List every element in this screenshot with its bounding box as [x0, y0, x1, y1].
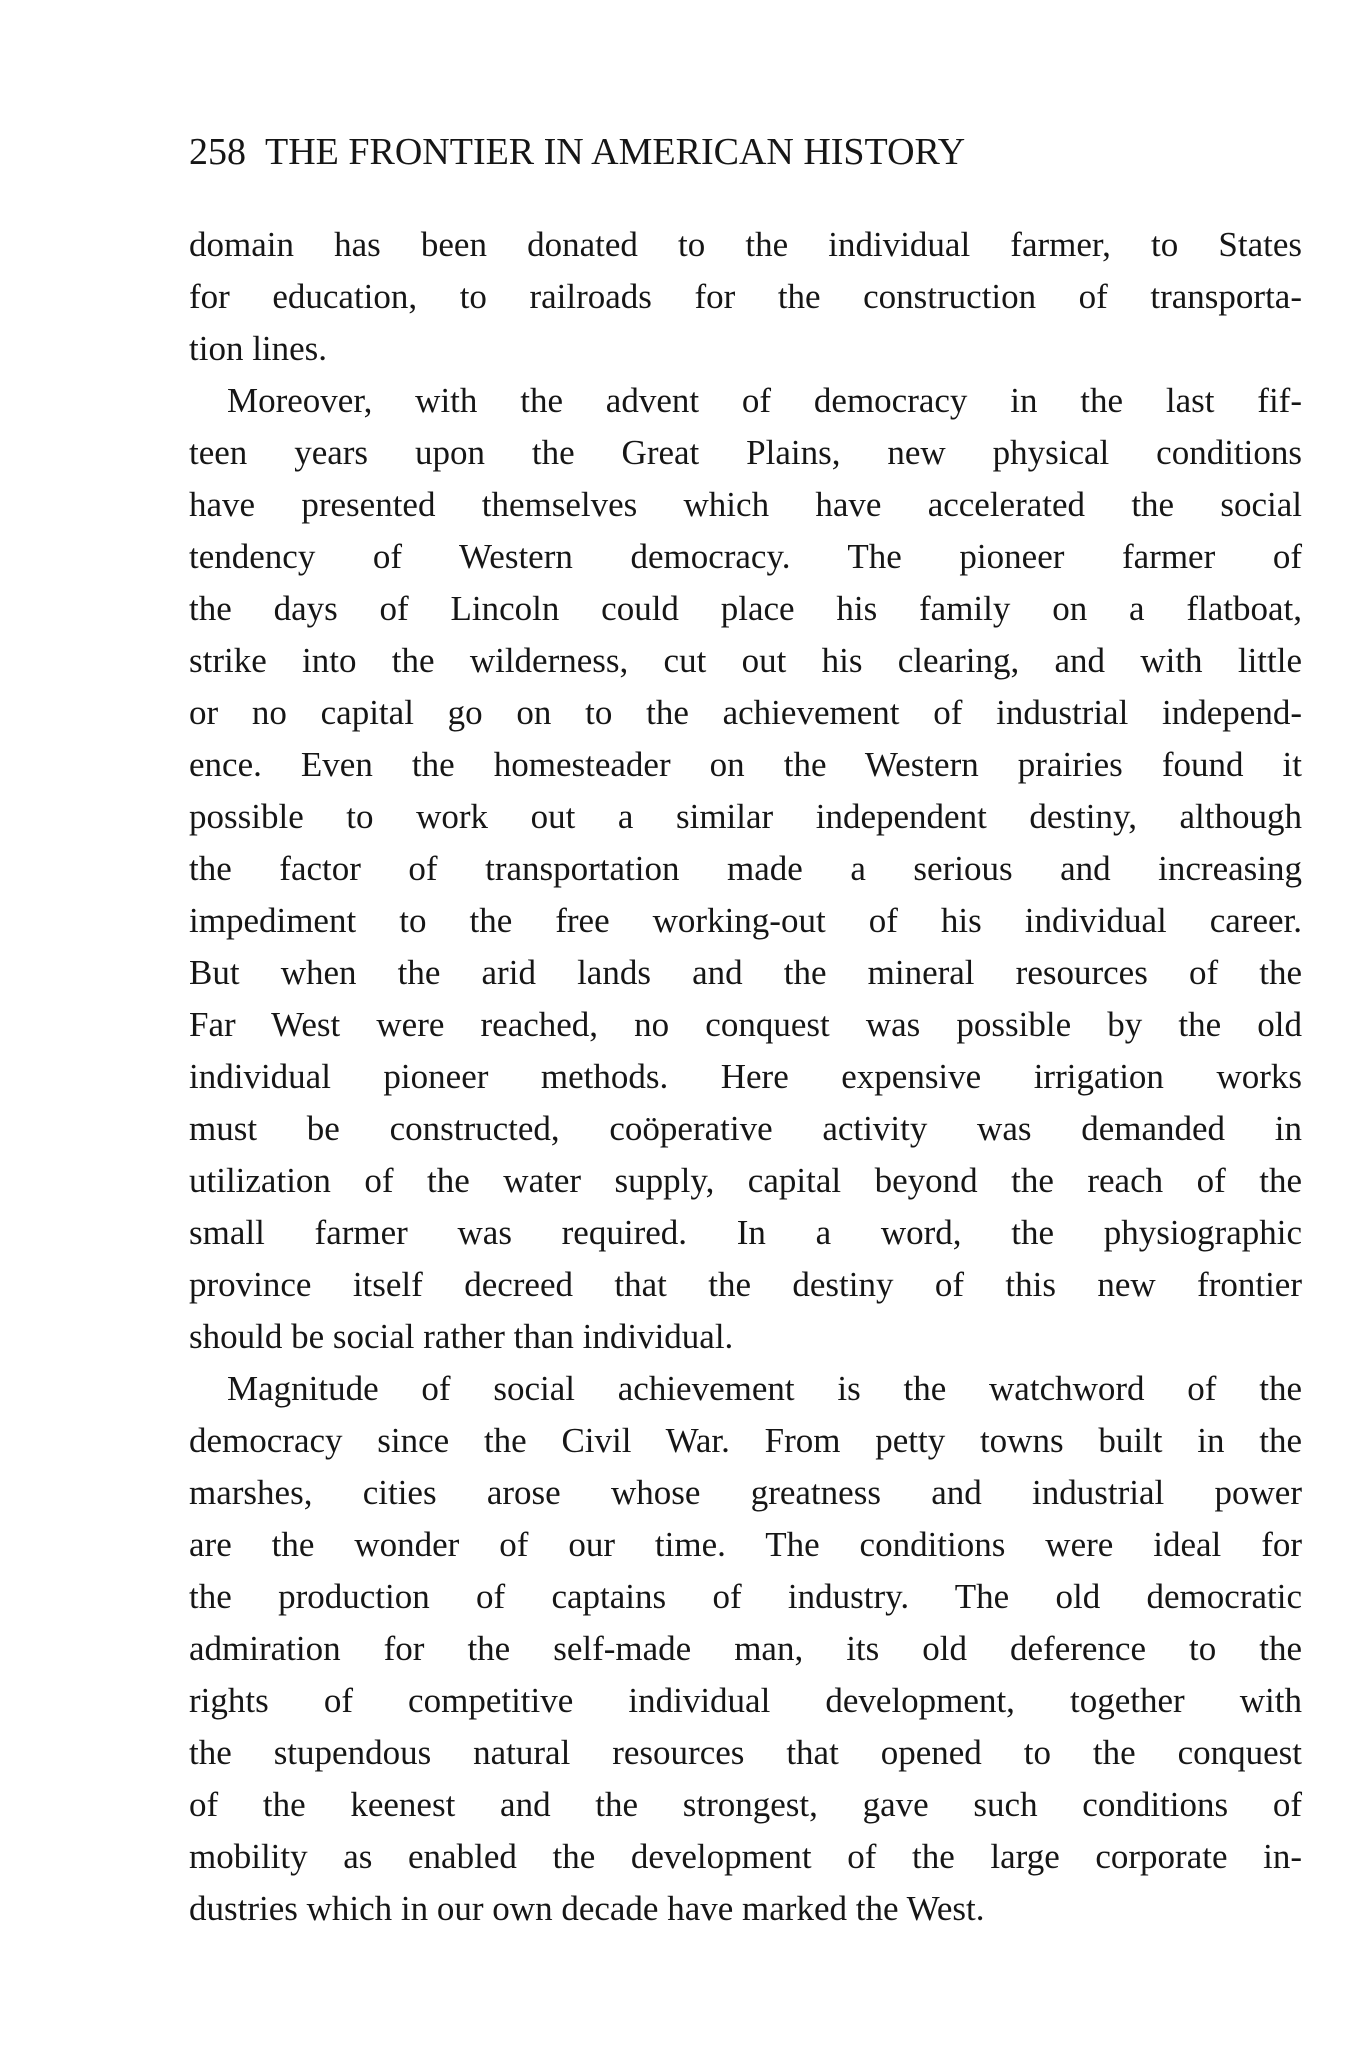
text-line: for education, to railroads for the construction of transporta- [189, 277, 1302, 316]
text-line: rights of competitive individual development, together with [189, 1681, 1302, 1720]
text-line: tion lines. [189, 329, 328, 368]
text-line: or no capital go on to the achievement of industrial independ- [189, 693, 1302, 732]
text-line: individual pioneer methods. Here expensive irrigation works [189, 1057, 1302, 1096]
paragraph [189, 219, 1302, 375]
text-line: domain has been donated to the individual farmer, to States [189, 225, 1302, 264]
text-line: utilization of the water supply, capital beyond the reach of the [189, 1161, 1302, 1200]
paragraph [189, 375, 1302, 1363]
running-title: THE FRONTIER IN AMERICAN HISTORY [265, 131, 966, 173]
text-line: Far West were reached, no conquest was possible by the old [189, 1005, 1302, 1044]
text-line: the stupendous natural resources that opened to the conquest [189, 1733, 1302, 1772]
running-header [189, 124, 1302, 180]
text-line: Magnitude of social achievement is the watchword of the [227, 1369, 1302, 1408]
text-line: strike into the wilderness, cut out his clearing, and with little [189, 641, 1302, 680]
text-line: teen years upon the Great Plains, new physical conditions [189, 433, 1302, 472]
text-line: ence. Even the homesteader on the Western prairies found it [189, 745, 1302, 784]
text-line: mobility as enabled the development of the large corporate in- [189, 1837, 1302, 1876]
text-line: must be constructed, coöperative activity was demanded in [189, 1109, 1302, 1148]
text-line: have presented themselves which have accelerated the social [189, 485, 1302, 524]
text-line: small farmer was required. In a word, the physiographic [189, 1213, 1302, 1252]
text-line: admiration for the self-made man, its old deference to the [189, 1629, 1302, 1668]
text-line: the days of Lincoln could place his family on a flatboat, [189, 589, 1302, 628]
text-line: are the wonder of our time. The conditions were ideal for [189, 1525, 1302, 1564]
text-line: possible to work out a similar independent destiny, although [189, 797, 1302, 836]
text-line: tendency of Western democracy. The pioneer farmer of [189, 537, 1302, 576]
text-line: the production of captains of industry. The old democratic [189, 1577, 1302, 1616]
text-line: Moreover, with the advent of democracy in the last fif- [227, 381, 1302, 420]
text-line: should be social rather than individual. [189, 1317, 734, 1356]
paragraph [189, 1363, 1302, 1935]
page-number: 258 [189, 131, 246, 173]
text-line: the factor of transportation made a serious and increasing [189, 849, 1302, 888]
text-line: impediment to the free working-out of his individual career. [189, 901, 1302, 940]
text-line: dustries which in our own decade have marked the West. [189, 1889, 985, 1928]
body-text [189, 219, 1302, 1935]
text-line: of the keenest and the strongest, gave such conditions of [189, 1785, 1302, 1824]
text-line: province itself decreed that the destiny of this new frontier [189, 1265, 1302, 1304]
text-line: democracy since the Civil War. From petty towns built in the [189, 1421, 1302, 1460]
text-line: marshes, cities arose whose greatness and industrial power [189, 1473, 1302, 1512]
text-line: But when the arid lands and the mineral resources of the [189, 953, 1302, 992]
